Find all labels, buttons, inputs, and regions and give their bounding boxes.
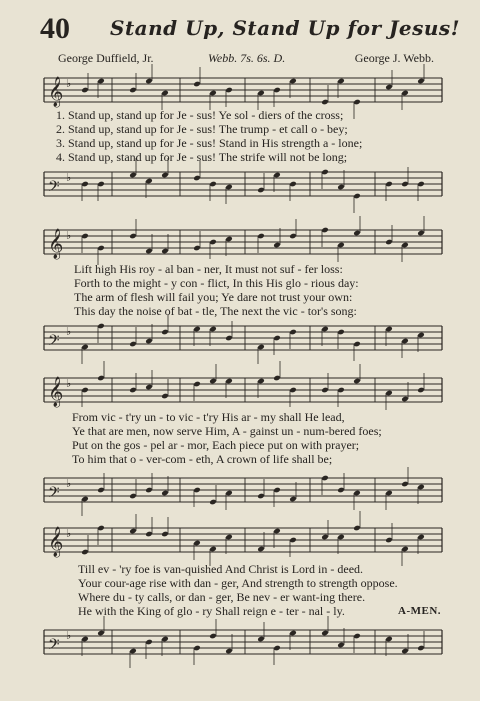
bass-staff	[40, 166, 445, 204]
verse-line: Forth to the might - y con - flict, In this His glo - rious day:	[74, 276, 359, 290]
verse-line: 2. Stand up, stand up for Je - sus! The trump - et call o - bey;	[56, 122, 348, 136]
flat-icon: ♭	[66, 229, 72, 242]
treble-clef-icon: 𝄞	[48, 377, 64, 407]
treble-staff	[40, 522, 445, 560]
verse-line: Put on the gos - pel ar - mor, Each piece put on with prayer;	[72, 438, 360, 452]
tune-meter: Webb. 7s. 6s. D.	[208, 51, 286, 65]
treble-clef-icon: 𝄞	[48, 77, 64, 107]
treble-clef-icon: 𝄞	[48, 229, 64, 259]
verse-line: Where du - ty calls, or dan - ger, Be nev - er want-ing there.	[78, 590, 366, 604]
music-system-1	[40, 70, 445, 200]
flat-icon: ♭	[66, 629, 72, 642]
composer-credit: George J. Webb.	[354, 51, 434, 65]
verse-line: From vic - t'ry un - to vic - t'ry His ar - my shall He lead,	[72, 410, 345, 424]
bass-staff	[40, 472, 445, 510]
author-credit: George Duffield, Jr.	[58, 51, 154, 65]
bass-clef-icon: 𝄢	[48, 636, 60, 657]
bass-staff	[40, 320, 445, 358]
verse-line: Ye that are men, now serve Him, A - gainst un - num-bered foes;	[72, 424, 382, 438]
flat-icon: ♭	[66, 477, 72, 490]
music-system-2	[40, 222, 445, 352]
bass-staff	[40, 624, 445, 662]
verse-line: He with the King of glo - ry Shall reign e - ter - nal - ly.	[78, 604, 345, 618]
music-system-3	[40, 370, 445, 505]
verse-line: 3. Stand up, stand up for Je - sus! Stand in His strength a - lone;	[56, 136, 363, 150]
hymn-number: 40	[40, 12, 70, 45]
verse-line: 1. Stand up, stand up for Je - sus! Ye sol - diers of the cross;	[56, 108, 344, 122]
verse-line: Your cour-age rise with dan - ger, And strength to strength oppose.	[78, 576, 398, 590]
flat-icon: ♭	[66, 377, 72, 390]
verse-line: Till ev - 'ry foe is van-quished And Christ is Lord in - deed.	[78, 562, 364, 576]
flat-icon: ♭	[66, 527, 72, 540]
bass-clef-icon: 𝄢	[48, 484, 60, 505]
flat-icon: ♭	[66, 171, 72, 184]
treble-staff	[40, 224, 445, 262]
flat-icon: ♭	[66, 325, 72, 338]
verse-line: This day the noise of bat - tle, The next the vic - tor's song:	[74, 304, 357, 318]
treble-clef-icon: 𝄞	[48, 527, 64, 557]
treble-staff	[40, 72, 445, 110]
bass-clef-icon: 𝄢	[48, 332, 60, 353]
amen-label: A-MEN.	[398, 605, 442, 617]
hymn-title: Stand Up, Stand Up for Jesus!	[110, 16, 460, 40]
treble-staff	[40, 372, 445, 410]
bass-clef-icon: 𝄢	[48, 178, 60, 199]
flat-icon: ♭	[66, 77, 72, 90]
verse-line: To him that o - ver-com - eth, A crown of life shall be;	[72, 452, 333, 466]
verse-line: Lift high His roy - al ban - ner, It must not suf - fer loss:	[74, 262, 343, 276]
verse-line: 4. Stand up, stand up for Je - sus! The strife will not be long;	[56, 150, 348, 164]
music-system-4	[40, 520, 445, 660]
verse-line: The arm of flesh will fail you; Ye dare not trust your own:	[74, 290, 353, 304]
